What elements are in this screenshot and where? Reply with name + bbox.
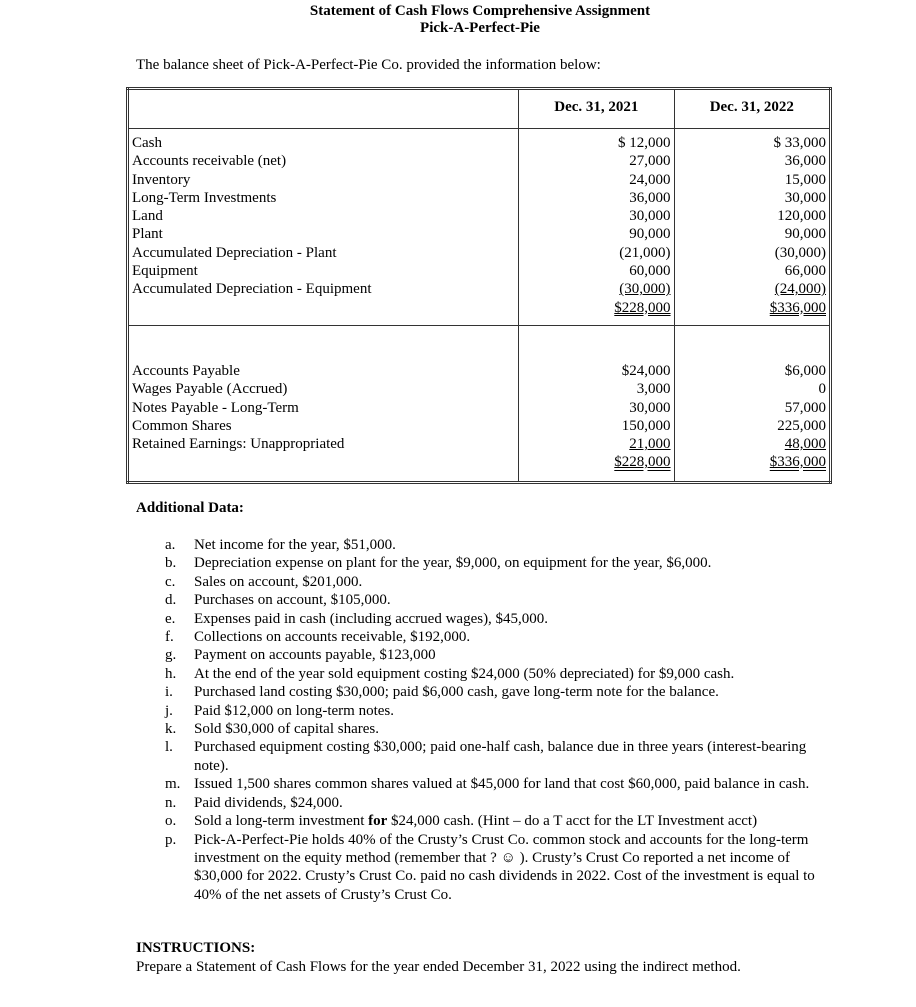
header-blank xyxy=(128,89,519,129)
total-value: $336,000 xyxy=(769,454,826,471)
total-value: $228,000 xyxy=(614,299,671,316)
row-value: 30,000 xyxy=(629,208,671,225)
row-label: Inventory xyxy=(132,171,191,188)
item-label: p. xyxy=(165,831,177,848)
row-value: (30,000) xyxy=(774,244,826,261)
item-label: f. xyxy=(165,629,174,646)
row-value: 60,000 xyxy=(629,263,671,280)
total-label-blank xyxy=(132,299,515,317)
row-value: 27,000 xyxy=(629,153,671,170)
intro-text: The balance sheet of Pick-A-Perfect-Pie Co. provided the information below: xyxy=(136,57,601,73)
row-label: Accumulated Depreciation - Plant xyxy=(132,244,337,261)
item-text: Payment on accounts payable, $123,000 xyxy=(194,647,436,664)
list-item xyxy=(160,591,820,609)
row-label: Notes Payable - Long-Term xyxy=(132,399,299,416)
row-value: 120,000 xyxy=(777,208,826,225)
row-value: 90,000 xyxy=(629,226,671,243)
item-text: Paid $12,000 on long-term notes. xyxy=(194,702,394,719)
item-label: k. xyxy=(165,721,177,738)
item-text: At the end of the year sold equipment costing $24,000 (50% depreciated) for $9,000 cash. xyxy=(194,665,735,682)
additional-data-heading: Additional Data: xyxy=(136,500,244,516)
row-value: 36,000 xyxy=(784,153,826,170)
row-value: 30,000 xyxy=(784,189,826,206)
row-value-underlined: 21,000 xyxy=(629,436,671,453)
list-item xyxy=(160,702,820,720)
row-value: $24,000 xyxy=(621,362,671,379)
column-header-2021: Dec. 31, 2021 xyxy=(519,89,674,129)
item-label: h. xyxy=(165,665,177,682)
row-label: Accounts Payable xyxy=(132,362,240,379)
row-value: 3,000 xyxy=(636,381,671,398)
row-label: Plant xyxy=(132,226,163,243)
row-value: $6,000 xyxy=(784,362,826,379)
total-label-blank xyxy=(132,453,515,471)
list-item xyxy=(160,554,820,572)
row-value: 36,000 xyxy=(629,189,671,206)
additional-data-list xyxy=(160,536,820,904)
row-label: Common Shares xyxy=(132,417,232,434)
row-label: Accounts receivable (net) xyxy=(132,153,287,170)
instructions-heading: INSTRUCTIONS: xyxy=(136,940,256,956)
item-text: Sales on account, $201,000. xyxy=(194,573,363,590)
list-item xyxy=(160,831,820,905)
list-item xyxy=(160,536,820,554)
row-value-underlined: 48,000 xyxy=(784,436,826,453)
row-value: 57,000 xyxy=(784,399,826,416)
row-value: 15,000 xyxy=(784,171,826,188)
row-label: Long-Term Investments xyxy=(132,189,277,206)
liability-labels xyxy=(128,325,519,482)
item-label: e. xyxy=(165,610,176,627)
column-header-2022: Dec. 31, 2022 xyxy=(674,89,830,129)
table-header-row xyxy=(128,89,831,129)
row-label: Wages Payable (Accrued) xyxy=(132,381,288,398)
list-item xyxy=(160,794,820,812)
row-label: Retained Earnings: Unappropriated xyxy=(132,436,345,453)
item-label: n. xyxy=(165,794,177,811)
item-label: o. xyxy=(165,813,177,830)
item-label: l. xyxy=(165,739,173,756)
item-label: i. xyxy=(165,684,173,701)
list-item xyxy=(160,683,820,701)
company-name: Pick-A-Perfect-Pie xyxy=(420,20,540,36)
item-label: b. xyxy=(165,555,177,572)
item-text: Net income for the year, $51,000. xyxy=(194,537,396,553)
item-label: c. xyxy=(165,573,176,590)
item-text: Expenses paid in cash (including accrued wages), $45,000. xyxy=(194,610,549,627)
item-text xyxy=(194,812,820,830)
row-value xyxy=(678,280,826,298)
row-value: $ 33,000 xyxy=(773,135,826,151)
list-item xyxy=(160,720,820,738)
row-value xyxy=(522,280,670,298)
document-title: Statement of Cash Flows Comprehensive Assignment xyxy=(309,3,651,19)
item-label: m. xyxy=(165,776,181,793)
assets-section xyxy=(128,129,831,326)
row-value: (21,000) xyxy=(619,244,671,261)
balance-sheet-table xyxy=(126,87,832,484)
liability-values-2022 xyxy=(674,325,830,482)
list-item xyxy=(160,610,820,628)
item-text: Purchased equipment costing $30,000; paid one-half cash, balance due in three years (interest-bearing note). xyxy=(194,739,807,774)
total-row xyxy=(522,299,670,317)
total-row xyxy=(678,453,826,471)
row-value: 90,000 xyxy=(784,226,826,243)
total-row xyxy=(678,299,826,317)
row-value: 0 xyxy=(818,381,826,398)
item-text: Purchases on account, $105,000. xyxy=(194,592,391,609)
row-value xyxy=(678,435,826,453)
row-value: $ 12,000 xyxy=(618,135,671,151)
row-label: Land xyxy=(132,208,163,225)
total-row xyxy=(522,453,670,471)
item-text-part: $24,000 cash. (Hint – do a T acct for the LT Investment acct) xyxy=(387,813,758,830)
item-label: j. xyxy=(165,702,173,719)
list-item xyxy=(160,738,820,775)
item-label: a. xyxy=(165,537,176,553)
item-text: Purchased land costing $30,000; paid $6,000 cash, gave long-term note for the balance. xyxy=(194,684,719,701)
item-text-bold: for xyxy=(368,813,388,830)
liabilities-equity-section xyxy=(128,325,831,482)
asset-values-2021 xyxy=(519,129,674,326)
item-text: Paid dividends, $24,000. xyxy=(194,794,343,811)
row-value-underlined: (30,000) xyxy=(619,281,671,298)
list-item xyxy=(160,775,820,793)
asset-labels xyxy=(128,129,519,326)
list-item xyxy=(160,665,820,683)
item-text-part: Sold a long-term investment xyxy=(194,813,369,830)
liability-values-2021 xyxy=(519,325,674,482)
row-label: Cash xyxy=(132,135,162,151)
instructions-text: Prepare a Statement of Cash Flows for the year ended December 31, 2022 using the indirect method. xyxy=(136,959,741,975)
list-item xyxy=(160,628,820,646)
row-value: 150,000 xyxy=(621,417,671,434)
row-value: 30,000 xyxy=(629,399,671,416)
row-value-underlined: (24,000) xyxy=(774,281,826,298)
item-text: Sold $30,000 of capital shares. xyxy=(194,721,379,738)
item-label: g. xyxy=(165,647,177,664)
item-text: Collections on accounts receivable, $192,000. xyxy=(194,629,471,646)
item-text: Issued 1,500 shares common shares valued at $45,000 for land that cost $60,000, paid balance in cash. xyxy=(194,776,810,793)
list-item xyxy=(160,812,820,830)
row-label: Equipment xyxy=(132,263,198,280)
row-value: 225,000 xyxy=(777,417,826,434)
total-value: $336,000 xyxy=(769,299,826,316)
total-value: $228,000 xyxy=(614,454,671,471)
asset-values-2022 xyxy=(674,129,830,326)
row-value: 66,000 xyxy=(784,263,826,280)
list-item xyxy=(160,646,820,664)
item-label: d. xyxy=(165,592,177,609)
row-value xyxy=(522,435,670,453)
row-value: 24,000 xyxy=(629,171,671,188)
item-text: Depreciation expense on plant for the year, $9,000, on equipment for the year, $6,000. xyxy=(194,555,712,572)
item-text: Pick-A-Perfect-Pie holds 40% of the Crusty’s Crust Co. common stock and accounts for the long-term investment on the equity method (remember that ? ☺ ). Crusty’s Crust Co reported a net income of $30,000 for 2022. Crusty’s Crust Co. paid no cash dividends in 2022. Cost of the investment is equal to 40% of the net assets of Crusty’s Crust Co. xyxy=(194,831,815,903)
row-label: Accumulated Depreciation - Equipment xyxy=(132,281,372,298)
list-item xyxy=(160,573,820,591)
